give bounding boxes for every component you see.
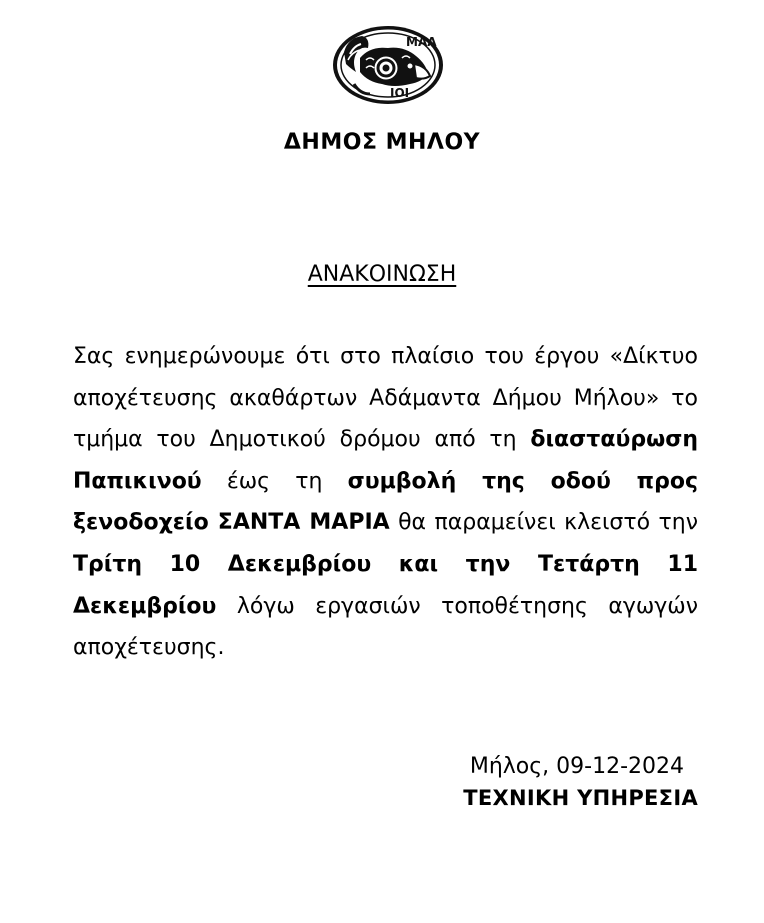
body-bold-crossroad: διασταύρωση Παπικινού [73, 427, 698, 494]
body-text-segment: θα παραμείνει κλειστό την [389, 510, 698, 536]
coin-inscription-bottom: ΙΟΙ [390, 86, 410, 100]
place-date: Μήλος, 09-12-2024 [469, 754, 684, 779]
ancient-coin-ram-icon [330, 24, 446, 106]
announcement-title: ΑΝΑΚΟΙΝΩΣΗ [307, 262, 457, 287]
signing-department: ΤΕΧΝΙΚΗ ΥΠΗΡΕΣΙΑ [463, 786, 698, 810]
body-bold-junction: συμβολή της οδού προς ξενοδοχείο ΣΑΝΤΑ ΜΑΡΙΑ [73, 468, 698, 536]
body-text-segment: λόγω εργασιών τοποθέτησης αγωγών αποχέτευσης. [73, 593, 698, 661]
body-bold-dates: Τρίτη 10 Δεκεμβρίου και την Τετάρτη 11 Δεκεμβρίου [73, 551, 698, 619]
body-text-segment: έως τη [201, 468, 348, 494]
municipality-name: ΔΗΜΟΣ ΜΗΛΟΥ [283, 130, 481, 155]
coin-inscription-top: ΜΑΛ [406, 35, 437, 49]
announcement-body [73, 336, 698, 669]
body-text-segment: Σας ενημερώνουμε ότι στο πλαίσιο του έργου «Δίκτυο αποχέτευσης ακαθάρτων Αδάμαντα Δήμου Μήλου» το τμήμα του Δημοτικού δρόμου από τη [73, 344, 698, 453]
